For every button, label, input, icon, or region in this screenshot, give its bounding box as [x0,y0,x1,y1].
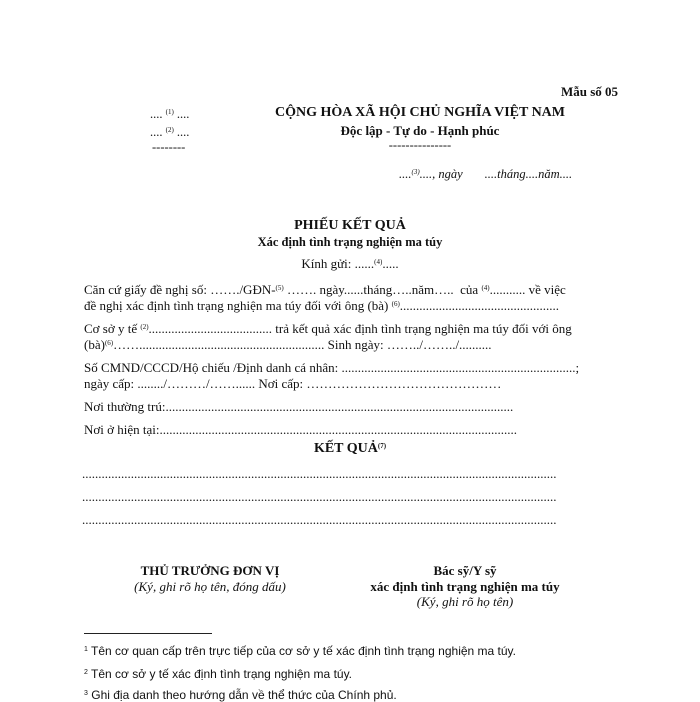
agency-line-2: .... $^{(2)}$ .... [150,125,190,139]
right-signature-title: Bác sỹ/Y sỹ [433,563,497,578]
footnote-separator [84,633,212,634]
national-divider: --------------- [388,138,452,152]
footnote-2: $^2$ Tên cơ sở y tế xác định tình trạng nghiện ma túy. [84,667,353,681]
national-title: CỘNG HÒA XÃ HỘI CHỦ NGHĨA VIỆT NAM [274,105,565,120]
place-date: ....$^{(3)}$...., ngày ....tháng....năm.... [399,167,573,181]
footnote-3: $^3$ Ghi địa danh theo hướng dẫn về thể thức của Chính phủ. [84,688,397,702]
right-signature-subtitle: xác định tình trạng nghiện ma túy [370,579,560,594]
result-line-2: .................................................................................................................................................. [82,489,557,504]
result-heading: KẾT QUẢ$^{(7)}$ [313,441,387,456]
agency-divider: -------- [152,140,186,154]
para1-line1: Căn cứ giấy đề nghị số: ……./GĐN-$^{(5)}$ ……. ngày......tháng…..năm….. của $^{(4)}$........... về việc [84,282,566,297]
result-line-3: .................................................................................................................................................. [82,512,557,527]
form-number: Mẫu số 05 [560,84,618,99]
agency-line-1: .... $^{(1)}$ .... [150,107,190,121]
id-line2: ngày cấp: ......../………/……...... Nơi cấp: ……………………………………… [84,376,502,391]
recipient: Kính gửi: ......$^{(4)}$..... [301,256,399,271]
para2-line1: Cơ sở y tế $^{(2)}$...................................... trả kết quả xác định tình trạng nghiện ma túy đối với ông [84,321,572,336]
document-title: PHIẾU KẾT QUẢ [294,218,406,233]
left-signature-title: THỦ TRƯỞNG ĐƠN VỊ [140,563,280,578]
para1-line2: đề nghị xác định tình trạng nghiện ma túy đối với ông (bà) $^{(6)}$................................................. [84,298,560,313]
id-line1: Số CMND/CCCD/Hộ chiếu /Định danh cá nhân: ........................................................................; [84,360,580,375]
para2-line2: (bà)$^{(6)}$……......................................................... Sinh ngày: ……../……../.......... [84,337,492,352]
left-signature-note: (Ký, ghi rõ họ tên, đóng dấu) [134,579,286,594]
national-motto: Độc lập - Tự do - Hạnh phúc [340,123,500,138]
document-subtitle: Xác định tình trạng nghiện ma túy [257,235,443,249]
right-signature-note: (Ký, ghi rõ họ tên) [416,594,514,609]
current-address-line: Nơi ở hiện tại:.............................................................................................................. [84,422,517,437]
residence-line: Nơi thường trú:........................................................................................................... [84,399,514,414]
footnote-1: $^1$ Tên cơ quan cấp trên trực tiếp của cơ sở y tế xác định tình trạng nghiện ma túy. [84,644,516,658]
result-line-1: .................................................................................................................................................. [82,466,557,481]
